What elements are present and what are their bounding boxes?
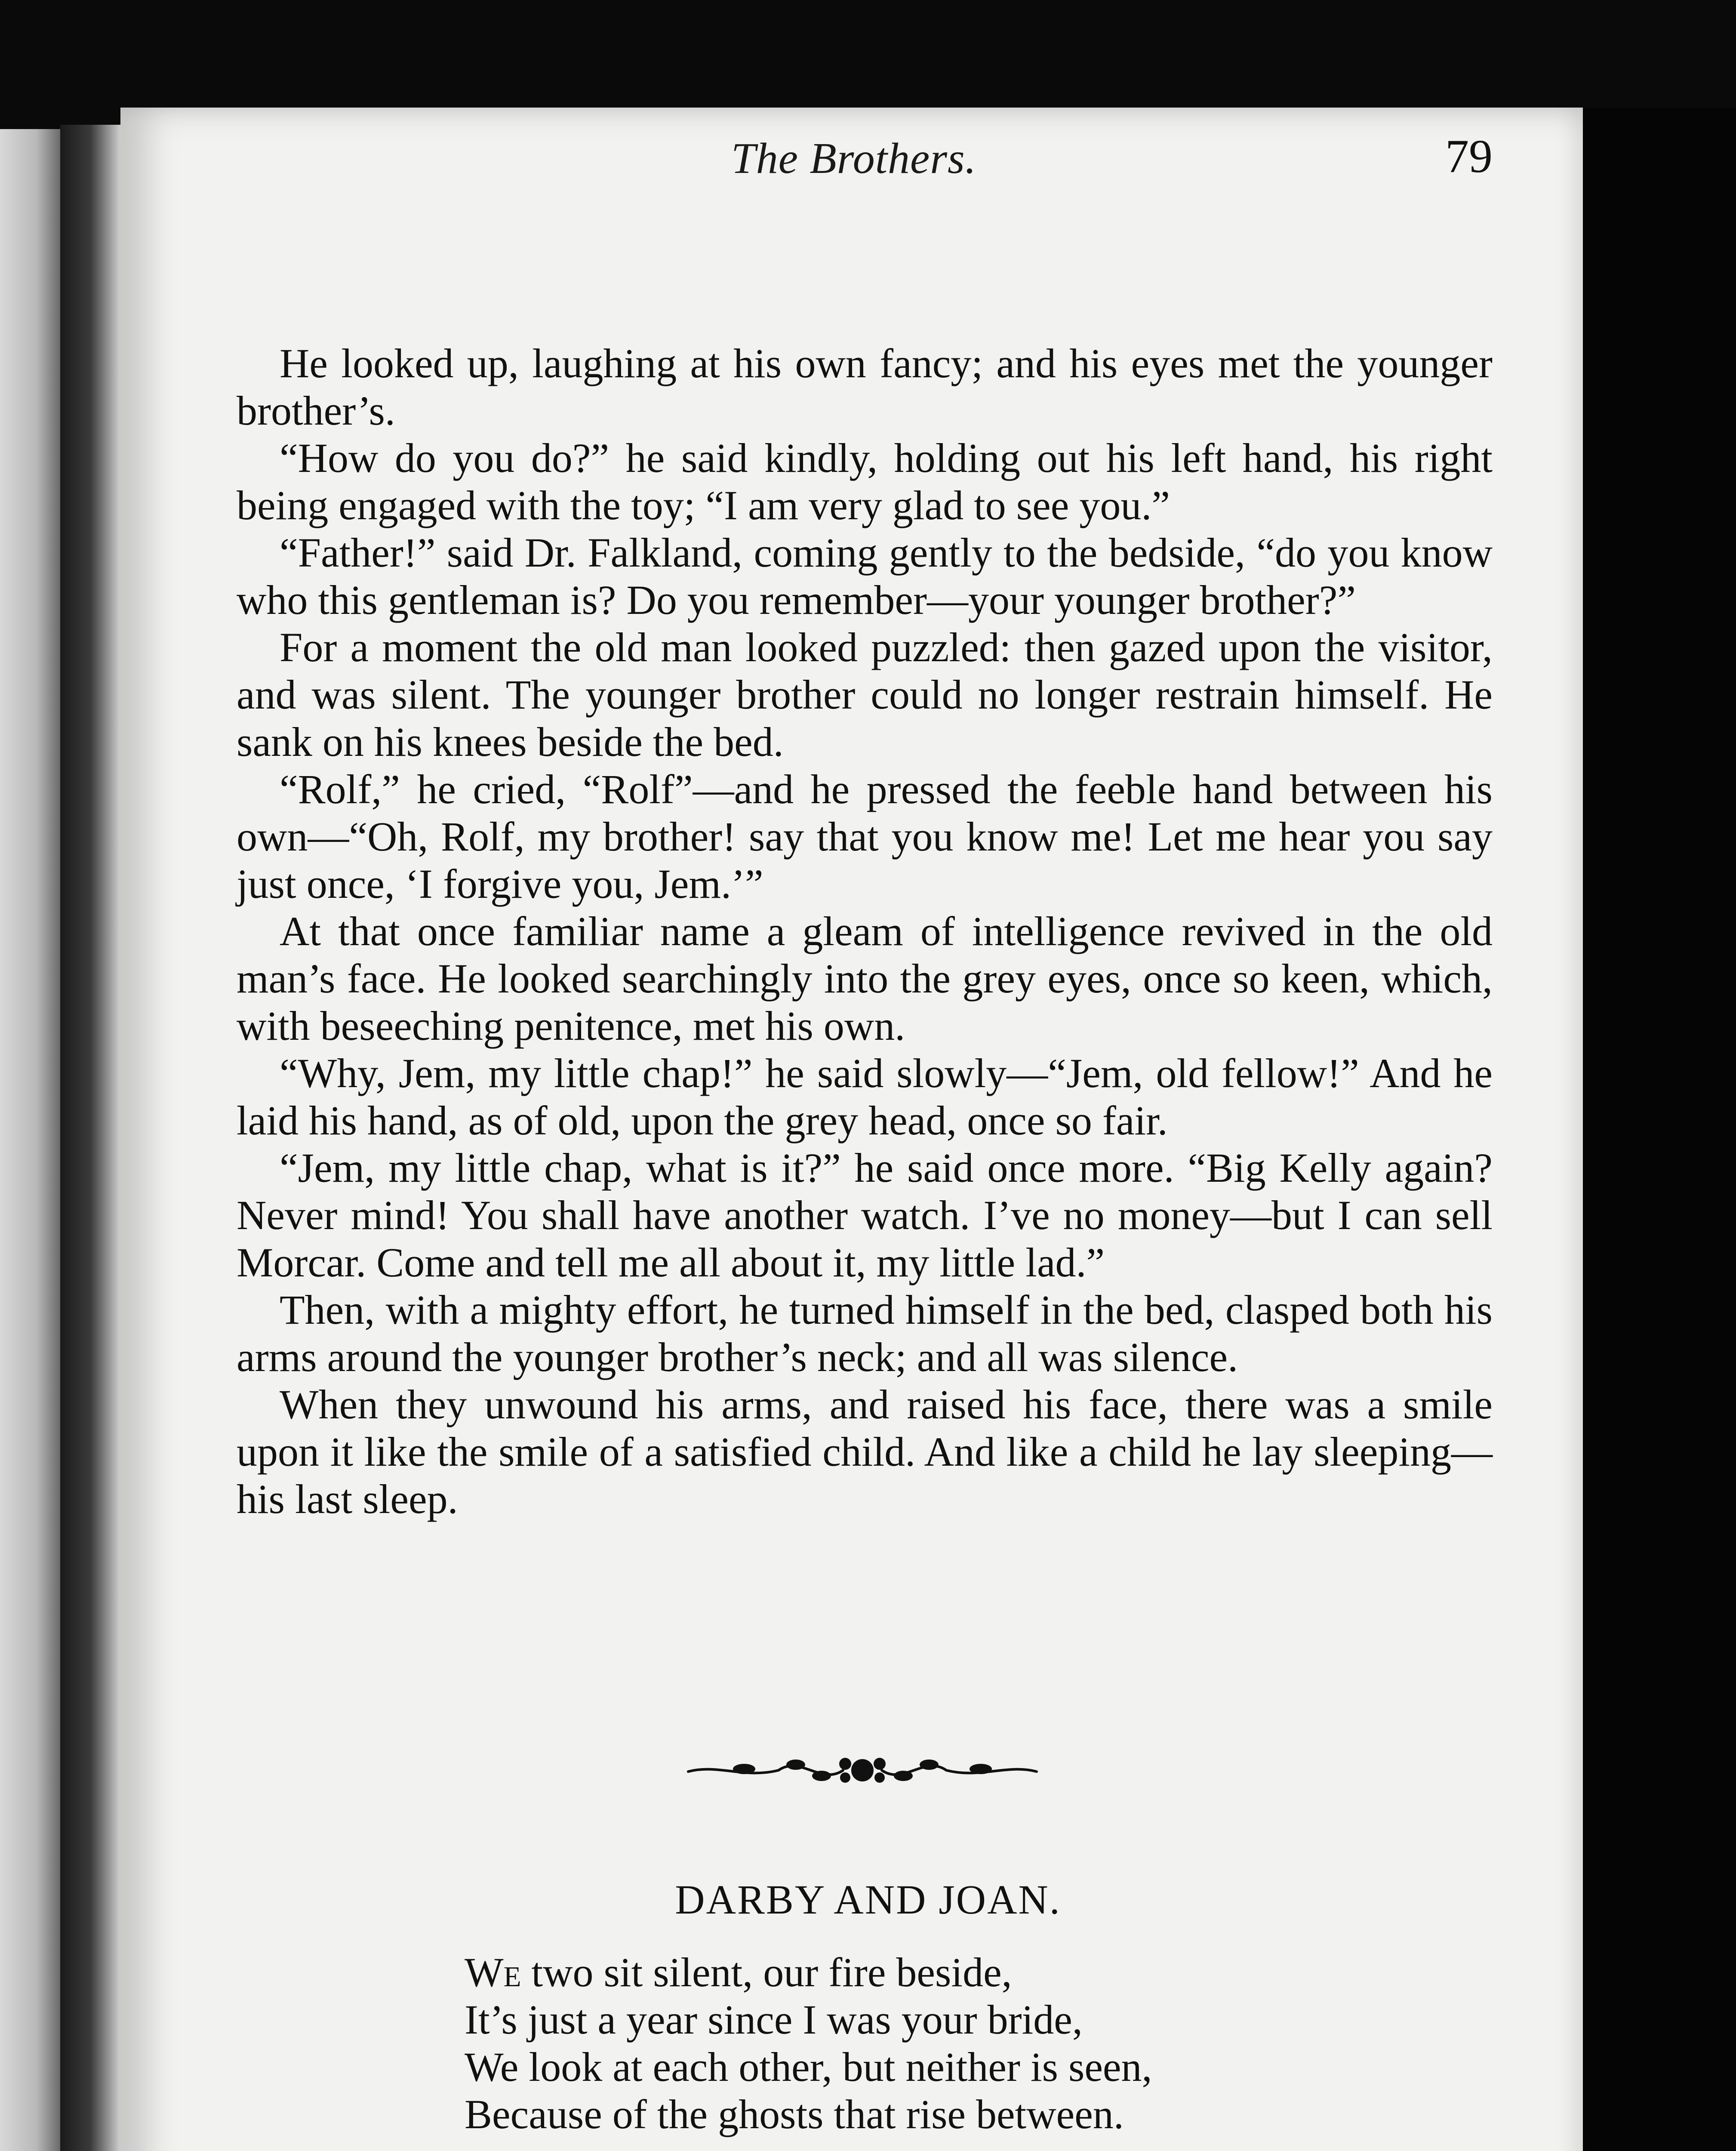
poem-line-text: two sit silent, our fire beside, [521, 1949, 1012, 1995]
floral-divider-icon [680, 1747, 1045, 1794]
adjacent-page-edge [0, 129, 60, 2151]
poem [465, 1949, 1497, 2151]
paragraph: “Jem, my little chap, what is it?” he said once more. “Big Kelly again? Never mind! You shall have another watch. I’ve no money—but I can sell Morcar. Come and tell me all about it, my little lad.” [237, 1145, 1493, 1285]
story-text [237, 340, 1493, 1523]
stanza [465, 1949, 1497, 2138]
page-number: 79 [1445, 130, 1493, 182]
paragraph: For a moment the old man looked puzzled: then gazed upon the visitor, and was silent. The younger brother could no longer restrain himself. He sank on his knees beside the bed. [237, 624, 1493, 765]
running-title: The Brothers. [731, 134, 977, 183]
poem-line: It’s just a year since I was your bride, [465, 1997, 1083, 2043]
paragraph: “How do you do?” he said kindly, holding out his left hand, his right being engaged with the toy; “I am very glad to see you.” [237, 435, 1493, 528]
paragraph: Then, with a mighty effort, he turned himself in the bed, clasped both his arms around the younger brother’s neck; and all was silence. [237, 1287, 1493, 1380]
poem-line: We look at each other, but neither is seen, [465, 2044, 1152, 2090]
paragraph: At that once familiar name a gleam of intelligence revived in the old man’s face. He looked searchingly into the grey eyes, once so keen, which, with beseeching penitence, met his own. [237, 908, 1493, 1049]
paragraph: “Rolf,” he cried, “Rolf”—and he pressed the feeble hand between his own—“Oh, Rolf, my brother! say that you know me! Let me hear you say just once, ‘I forgive you, Jem.’” [237, 766, 1493, 907]
drop-word: We [465, 1949, 521, 1995]
paragraph: When they unwound his arms, and raised his face, there was a smile upon it like the smile of a satisfied child. And like a child he lay sleeping—his last sleep. [237, 1381, 1493, 1522]
poem-title: DARBY AND JOAN. [675, 1877, 1061, 1923]
paragraph: He looked up, laughing at his own fancy; and his eyes met the younger brother’s. [237, 340, 1493, 434]
background-right [1583, 108, 1736, 2151]
poem-line [465, 1949, 1497, 1996]
book-gutter-shadow [60, 125, 120, 2151]
paragraph: “Why, Jem, my little chap!” he said slowly—“Jem, old fellow!” And he laid his hand, as of old, upon the grey head, once so fair. [237, 1050, 1493, 1143]
paragraph: “Father!” said Dr. Falkland, coming gently to the bedside, “do you know who this gentleman is? Do you remember—your younger brother?” [237, 530, 1493, 623]
poem-line: Because of the ghosts that rise between. [465, 2091, 1124, 2137]
